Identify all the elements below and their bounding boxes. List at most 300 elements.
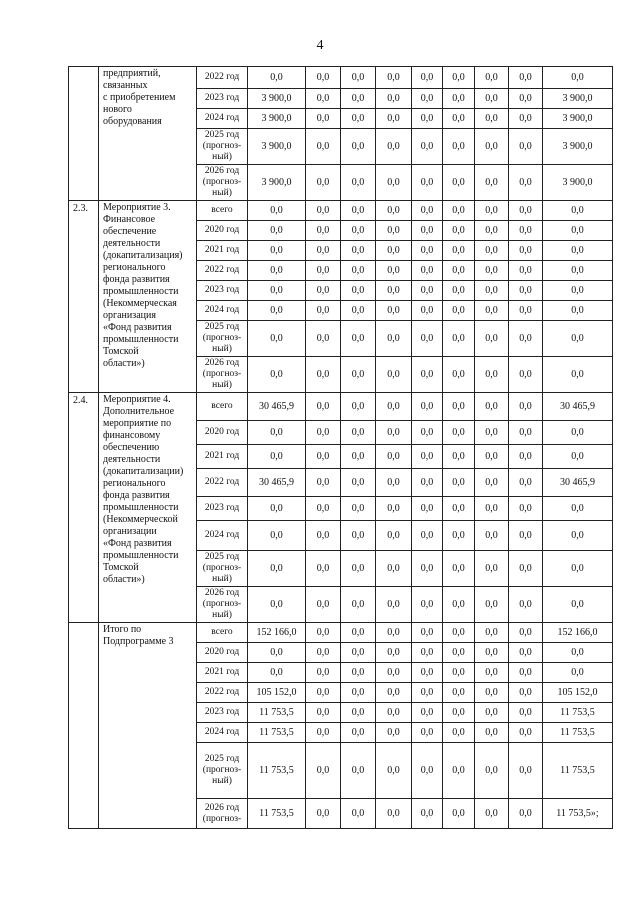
value-cell: 0,0 — [376, 799, 412, 829]
year-cell: 2025 год (прогноз- ный) — [197, 743, 248, 799]
value-cell: 0,0 — [475, 129, 509, 165]
year-cell: 2024 год — [197, 109, 248, 129]
year-cell: 2020 год — [197, 221, 248, 241]
value-cell: 0,0 — [509, 587, 543, 623]
value-cell: 0,0 — [376, 623, 412, 643]
value-cell: 0,0 — [376, 357, 412, 393]
value-cell: 0,0 — [376, 241, 412, 261]
year-cell: 2024 год — [197, 301, 248, 321]
value-cell: 0,0 — [248, 67, 306, 89]
table-row — [69, 393, 613, 421]
value-cell: 0,0 — [341, 261, 376, 281]
value-cell: 0,0 — [306, 201, 341, 221]
value-cell: 0,0 — [475, 357, 509, 393]
value-cell: 0,0 — [543, 221, 613, 241]
value-cell: 0,0 — [376, 221, 412, 241]
value-cell: 0,0 — [341, 221, 376, 241]
value-cell: 0,0 — [443, 663, 475, 683]
value-cell: 0,0 — [543, 643, 613, 663]
value-cell: 0,0 — [248, 301, 306, 321]
value-cell: 0,0 — [475, 393, 509, 421]
value-cell: 0,0 — [475, 261, 509, 281]
value-cell: 11 753,5 — [543, 703, 613, 723]
value-cell: 0,0 — [509, 497, 543, 521]
value-cell: 0,0 — [412, 497, 443, 521]
value-cell: 0,0 — [509, 683, 543, 703]
year-cell: 2023 год — [197, 497, 248, 521]
value-cell: 0,0 — [543, 321, 613, 357]
value-cell: 0,0 — [443, 321, 475, 357]
value-cell: 0,0 — [412, 643, 443, 663]
value-cell: 0,0 — [306, 357, 341, 393]
value-cell: 0,0 — [412, 281, 443, 301]
value-cell: 11 753,5 — [248, 723, 306, 743]
value-cell: 0,0 — [475, 643, 509, 663]
value-cell: 0,0 — [509, 261, 543, 281]
item-name-cell: Мероприятие 3. Финансовое обеспечение деятельности (докапитализация) регионального фонда развития промышленности (Некоммерческая организация «Фонд развития промышленности Томской области») — [99, 201, 197, 393]
value-cell: 0,0 — [509, 89, 543, 109]
table-row — [69, 201, 613, 221]
value-cell: 0,0 — [543, 281, 613, 301]
value-cell: 0,0 — [306, 469, 341, 497]
value-cell: 0,0 — [443, 445, 475, 469]
value-cell: 0,0 — [543, 301, 613, 321]
value-cell: 0,0 — [376, 743, 412, 799]
value-cell: 0,0 — [412, 221, 443, 241]
value-cell: 0,0 — [341, 663, 376, 683]
value-cell: 0,0 — [376, 663, 412, 683]
item-name-cell: предприятий, связанных с приобретением нового оборудования — [99, 67, 197, 201]
value-cell: 11 753,5 — [248, 799, 306, 829]
value-cell: 0,0 — [412, 261, 443, 281]
value-cell: 105 152,0 — [543, 683, 613, 703]
value-cell: 0,0 — [412, 109, 443, 129]
value-cell: 0,0 — [509, 703, 543, 723]
value-cell: 0,0 — [475, 799, 509, 829]
year-cell: 2021 год — [197, 445, 248, 469]
year-cell: 2022 год — [197, 469, 248, 497]
value-cell: 0,0 — [306, 393, 341, 421]
value-cell: 0,0 — [412, 723, 443, 743]
year-cell: всего — [197, 201, 248, 221]
value-cell: 0,0 — [412, 165, 443, 201]
value-cell: 0,0 — [509, 723, 543, 743]
value-cell: 0,0 — [412, 421, 443, 445]
year-cell: 2021 год — [197, 241, 248, 261]
value-cell: 0,0 — [306, 587, 341, 623]
value-cell: 0,0 — [306, 241, 341, 261]
value-cell: 0,0 — [341, 393, 376, 421]
value-cell: 0,0 — [475, 683, 509, 703]
value-cell: 0,0 — [475, 703, 509, 723]
value-cell: 0,0 — [341, 445, 376, 469]
value-cell: 0,0 — [475, 201, 509, 221]
value-cell: 0,0 — [341, 683, 376, 703]
value-cell: 0,0 — [509, 241, 543, 261]
value-cell: 0,0 — [509, 663, 543, 683]
value-cell: 0,0 — [341, 281, 376, 301]
value-cell: 0,0 — [475, 587, 509, 623]
value-cell: 11 753,5 — [543, 723, 613, 743]
item-number-cell: 2.4. — [69, 393, 99, 623]
value-cell: 3 900,0 — [543, 129, 613, 165]
value-cell: 0,0 — [412, 469, 443, 497]
value-cell: 0,0 — [412, 89, 443, 109]
value-cell: 0,0 — [475, 281, 509, 301]
value-cell: 0,0 — [509, 67, 543, 89]
value-cell: 11 753,5»; — [543, 799, 613, 829]
value-cell: 0,0 — [443, 551, 475, 587]
value-cell: 0,0 — [376, 723, 412, 743]
value-cell: 0,0 — [443, 623, 475, 643]
year-cell: 2026 год (прогноз- ный) — [197, 587, 248, 623]
value-cell: 0,0 — [306, 301, 341, 321]
value-cell: 0,0 — [376, 445, 412, 469]
value-cell: 0,0 — [443, 521, 475, 551]
value-cell: 0,0 — [475, 521, 509, 551]
value-cell: 0,0 — [509, 301, 543, 321]
value-cell: 0,0 — [306, 89, 341, 109]
value-cell: 0,0 — [543, 421, 613, 445]
value-cell: 0,0 — [443, 109, 475, 129]
value-cell: 0,0 — [341, 301, 376, 321]
value-cell: 0,0 — [248, 551, 306, 587]
value-cell: 0,0 — [412, 67, 443, 89]
value-cell: 0,0 — [306, 281, 341, 301]
value-cell: 0,0 — [412, 241, 443, 261]
value-cell: 0,0 — [475, 109, 509, 129]
value-cell: 0,0 — [412, 321, 443, 357]
value-cell: 0,0 — [306, 109, 341, 129]
value-cell: 0,0 — [248, 497, 306, 521]
value-cell: 0,0 — [509, 221, 543, 241]
value-cell: 11 753,5 — [543, 743, 613, 799]
value-cell: 0,0 — [443, 469, 475, 497]
value-cell: 0,0 — [341, 799, 376, 829]
year-cell: 2022 год — [197, 67, 248, 89]
year-cell: всего — [197, 623, 248, 643]
year-cell: 2025 год (прогноз- ный) — [197, 551, 248, 587]
value-cell: 0,0 — [341, 109, 376, 129]
value-cell: 0,0 — [341, 703, 376, 723]
value-cell: 0,0 — [306, 703, 341, 723]
value-cell: 0,0 — [412, 683, 443, 703]
value-cell: 0,0 — [443, 67, 475, 89]
value-cell: 0,0 — [306, 643, 341, 663]
value-cell: 0,0 — [543, 201, 613, 221]
value-cell: 0,0 — [376, 89, 412, 109]
value-cell: 0,0 — [475, 469, 509, 497]
value-cell: 0,0 — [509, 469, 543, 497]
value-cell: 0,0 — [376, 109, 412, 129]
value-cell: 0,0 — [376, 497, 412, 521]
year-cell: 2021 год — [197, 663, 248, 683]
value-cell: 0,0 — [341, 723, 376, 743]
value-cell: 0,0 — [376, 421, 412, 445]
year-cell: 2020 год — [197, 643, 248, 663]
value-cell: 0,0 — [248, 663, 306, 683]
value-cell: 0,0 — [376, 521, 412, 551]
value-cell: 152 166,0 — [248, 623, 306, 643]
value-cell: 0,0 — [475, 421, 509, 445]
page-number: 4 — [316, 38, 324, 53]
value-cell: 152 166,0 — [543, 623, 613, 643]
value-cell: 0,0 — [475, 67, 509, 89]
year-cell: 2022 год — [197, 261, 248, 281]
value-cell: 0,0 — [341, 201, 376, 221]
value-cell: 0,0 — [543, 261, 613, 281]
value-cell: 0,0 — [509, 551, 543, 587]
value-cell: 0,0 — [306, 799, 341, 829]
year-cell: 2023 год — [197, 703, 248, 723]
value-cell: 0,0 — [376, 165, 412, 201]
value-cell: 0,0 — [376, 129, 412, 165]
value-cell: 0,0 — [248, 281, 306, 301]
value-cell: 0,0 — [306, 221, 341, 241]
value-cell: 0,0 — [376, 201, 412, 221]
value-cell: 0,0 — [341, 587, 376, 623]
value-cell: 0,0 — [443, 165, 475, 201]
value-cell: 0,0 — [306, 683, 341, 703]
value-cell: 0,0 — [412, 799, 443, 829]
value-cell: 0,0 — [543, 497, 613, 521]
value-cell: 0,0 — [306, 623, 341, 643]
value-cell: 0,0 — [248, 321, 306, 357]
value-cell: 3 900,0 — [543, 165, 613, 201]
year-cell: всего — [197, 393, 248, 421]
value-cell: 0,0 — [412, 743, 443, 799]
value-cell: 0,0 — [341, 357, 376, 393]
value-cell: 0,0 — [443, 221, 475, 241]
value-cell: 0,0 — [341, 743, 376, 799]
value-cell: 0,0 — [443, 703, 475, 723]
value-cell: 0,0 — [341, 421, 376, 445]
value-cell: 0,0 — [509, 421, 543, 445]
value-cell: 0,0 — [341, 67, 376, 89]
value-cell: 0,0 — [341, 321, 376, 357]
item-name-cell: Итого по Подпрограмме 3 — [99, 623, 197, 829]
value-cell: 0,0 — [543, 587, 613, 623]
value-cell: 0,0 — [509, 109, 543, 129]
item-number-cell — [69, 67, 99, 201]
value-cell: 0,0 — [412, 521, 443, 551]
value-cell: 0,0 — [248, 587, 306, 623]
year-cell: 2026 год (прогноз- ный) — [197, 165, 248, 201]
value-cell: 0,0 — [412, 587, 443, 623]
value-cell: 3 900,0 — [248, 89, 306, 109]
value-cell: 0,0 — [543, 357, 613, 393]
value-cell: 0,0 — [341, 469, 376, 497]
value-cell: 0,0 — [509, 281, 543, 301]
value-cell: 0,0 — [475, 321, 509, 357]
value-cell: 0,0 — [412, 357, 443, 393]
year-cell: 2022 год — [197, 683, 248, 703]
value-cell: 0,0 — [509, 623, 543, 643]
value-cell: 0,0 — [341, 89, 376, 109]
value-cell: 0,0 — [376, 551, 412, 587]
value-cell: 0,0 — [475, 723, 509, 743]
value-cell: 3 900,0 — [543, 109, 613, 129]
value-cell: 0,0 — [475, 301, 509, 321]
value-cell: 0,0 — [443, 799, 475, 829]
value-cell: 11 753,5 — [248, 743, 306, 799]
value-cell: 0,0 — [376, 393, 412, 421]
value-cell: 0,0 — [475, 663, 509, 683]
value-cell: 0,0 — [543, 241, 613, 261]
table-row — [69, 67, 613, 89]
value-cell: 0,0 — [306, 261, 341, 281]
value-cell: 0,0 — [306, 445, 341, 469]
value-cell: 0,0 — [509, 743, 543, 799]
item-name-cell: Мероприятие 4. Дополнительное мероприятие по финансовому обеспечению деятельности (докапитализации) регионального фонда развития промышленности (Некоммерческой организации «Фонд развития промышленности Томской области») — [99, 393, 197, 623]
value-cell: 0,0 — [376, 703, 412, 723]
year-cell: 2026 год (прогноз- — [197, 799, 248, 829]
value-cell: 0,0 — [341, 521, 376, 551]
value-cell: 0,0 — [341, 165, 376, 201]
year-cell: 2026 год (прогноз- ный) — [197, 357, 248, 393]
value-cell: 0,0 — [306, 521, 341, 551]
value-cell: 0,0 — [248, 221, 306, 241]
value-cell: 0,0 — [248, 421, 306, 445]
value-cell: 0,0 — [376, 587, 412, 623]
value-cell: 0,0 — [306, 497, 341, 521]
value-cell: 0,0 — [443, 723, 475, 743]
value-cell: 0,0 — [475, 743, 509, 799]
value-cell: 0,0 — [443, 241, 475, 261]
value-cell: 0,0 — [443, 201, 475, 221]
value-cell: 0,0 — [376, 261, 412, 281]
value-cell: 0,0 — [248, 241, 306, 261]
value-cell: 0,0 — [376, 643, 412, 663]
value-cell: 0,0 — [306, 663, 341, 683]
value-cell: 0,0 — [443, 301, 475, 321]
value-cell: 0,0 — [475, 89, 509, 109]
value-cell: 0,0 — [475, 551, 509, 587]
year-cell: 2020 год — [197, 421, 248, 445]
item-number-cell: 2.3. — [69, 201, 99, 393]
value-cell: 0,0 — [509, 393, 543, 421]
value-cell: 0,0 — [306, 723, 341, 743]
value-cell: 0,0 — [248, 521, 306, 551]
value-cell: 0,0 — [306, 743, 341, 799]
value-cell: 105 152,0 — [248, 683, 306, 703]
value-cell: 0,0 — [509, 165, 543, 201]
value-cell: 0,0 — [306, 321, 341, 357]
value-cell: 0,0 — [475, 497, 509, 521]
value-cell: 0,0 — [475, 165, 509, 201]
year-cell: 2025 год (прогноз- ный) — [197, 321, 248, 357]
value-cell: 0,0 — [509, 445, 543, 469]
value-cell: 0,0 — [543, 67, 613, 89]
value-cell: 0,0 — [248, 643, 306, 663]
year-cell: 2023 год — [197, 281, 248, 301]
value-cell: 0,0 — [412, 623, 443, 643]
value-cell: 0,0 — [412, 201, 443, 221]
value-cell: 0,0 — [412, 445, 443, 469]
value-cell: 3 900,0 — [543, 89, 613, 109]
value-cell: 0,0 — [376, 281, 412, 301]
value-cell: 0,0 — [543, 445, 613, 469]
value-cell: 0,0 — [248, 201, 306, 221]
value-cell: 0,0 — [248, 357, 306, 393]
value-cell: 0,0 — [543, 551, 613, 587]
value-cell: 0,0 — [443, 643, 475, 663]
value-cell: 0,0 — [306, 129, 341, 165]
value-cell: 0,0 — [376, 469, 412, 497]
value-cell: 0,0 — [306, 67, 341, 89]
value-cell: 0,0 — [341, 129, 376, 165]
value-cell: 0,0 — [306, 165, 341, 201]
value-cell: 30 465,9 — [248, 469, 306, 497]
value-cell: 0,0 — [543, 663, 613, 683]
value-cell: 30 465,9 — [248, 393, 306, 421]
value-cell: 3 900,0 — [248, 129, 306, 165]
value-cell: 0,0 — [443, 743, 475, 799]
year-cell: 2023 год — [197, 89, 248, 109]
value-cell: 0,0 — [376, 301, 412, 321]
value-cell: 11 753,5 — [248, 703, 306, 723]
value-cell: 0,0 — [306, 551, 341, 587]
value-cell: 0,0 — [341, 623, 376, 643]
value-cell: 30 465,9 — [543, 393, 613, 421]
value-cell: 0,0 — [475, 241, 509, 261]
value-cell: 0,0 — [443, 357, 475, 393]
value-cell: 0,0 — [412, 703, 443, 723]
value-cell: 0,0 — [509, 129, 543, 165]
value-cell: 0,0 — [475, 221, 509, 241]
value-cell: 0,0 — [376, 683, 412, 703]
value-cell: 0,0 — [509, 357, 543, 393]
value-cell: 3 900,0 — [248, 109, 306, 129]
budget-table — [68, 66, 613, 829]
value-cell: 0,0 — [443, 129, 475, 165]
value-cell: 0,0 — [306, 421, 341, 445]
value-cell: 30 465,9 — [543, 469, 613, 497]
year-cell: 2025 год (прогноз- ный) — [197, 129, 248, 165]
value-cell: 0,0 — [509, 643, 543, 663]
value-cell: 0,0 — [341, 241, 376, 261]
value-cell: 0,0 — [509, 521, 543, 551]
value-cell: 0,0 — [248, 445, 306, 469]
value-cell: 0,0 — [443, 89, 475, 109]
value-cell: 3 900,0 — [248, 165, 306, 201]
value-cell: 0,0 — [376, 321, 412, 357]
value-cell: 0,0 — [341, 551, 376, 587]
value-cell: 0,0 — [248, 261, 306, 281]
value-cell: 0,0 — [509, 799, 543, 829]
value-cell: 0,0 — [475, 623, 509, 643]
value-cell: 0,0 — [509, 201, 543, 221]
value-cell: 0,0 — [475, 445, 509, 469]
value-cell: 0,0 — [412, 663, 443, 683]
value-cell: 0,0 — [443, 281, 475, 301]
value-cell: 0,0 — [443, 421, 475, 445]
value-cell: 0,0 — [443, 587, 475, 623]
value-cell: 0,0 — [341, 643, 376, 663]
table-row — [69, 623, 613, 643]
value-cell: 0,0 — [412, 393, 443, 421]
year-cell: 2024 год — [197, 521, 248, 551]
value-cell: 0,0 — [412, 551, 443, 587]
value-cell: 0,0 — [412, 129, 443, 165]
value-cell: 0,0 — [443, 683, 475, 703]
value-cell: 0,0 — [376, 67, 412, 89]
item-number-cell — [69, 623, 99, 829]
value-cell: 0,0 — [443, 497, 475, 521]
value-cell: 0,0 — [341, 497, 376, 521]
value-cell: 0,0 — [443, 393, 475, 421]
value-cell: 0,0 — [443, 261, 475, 281]
